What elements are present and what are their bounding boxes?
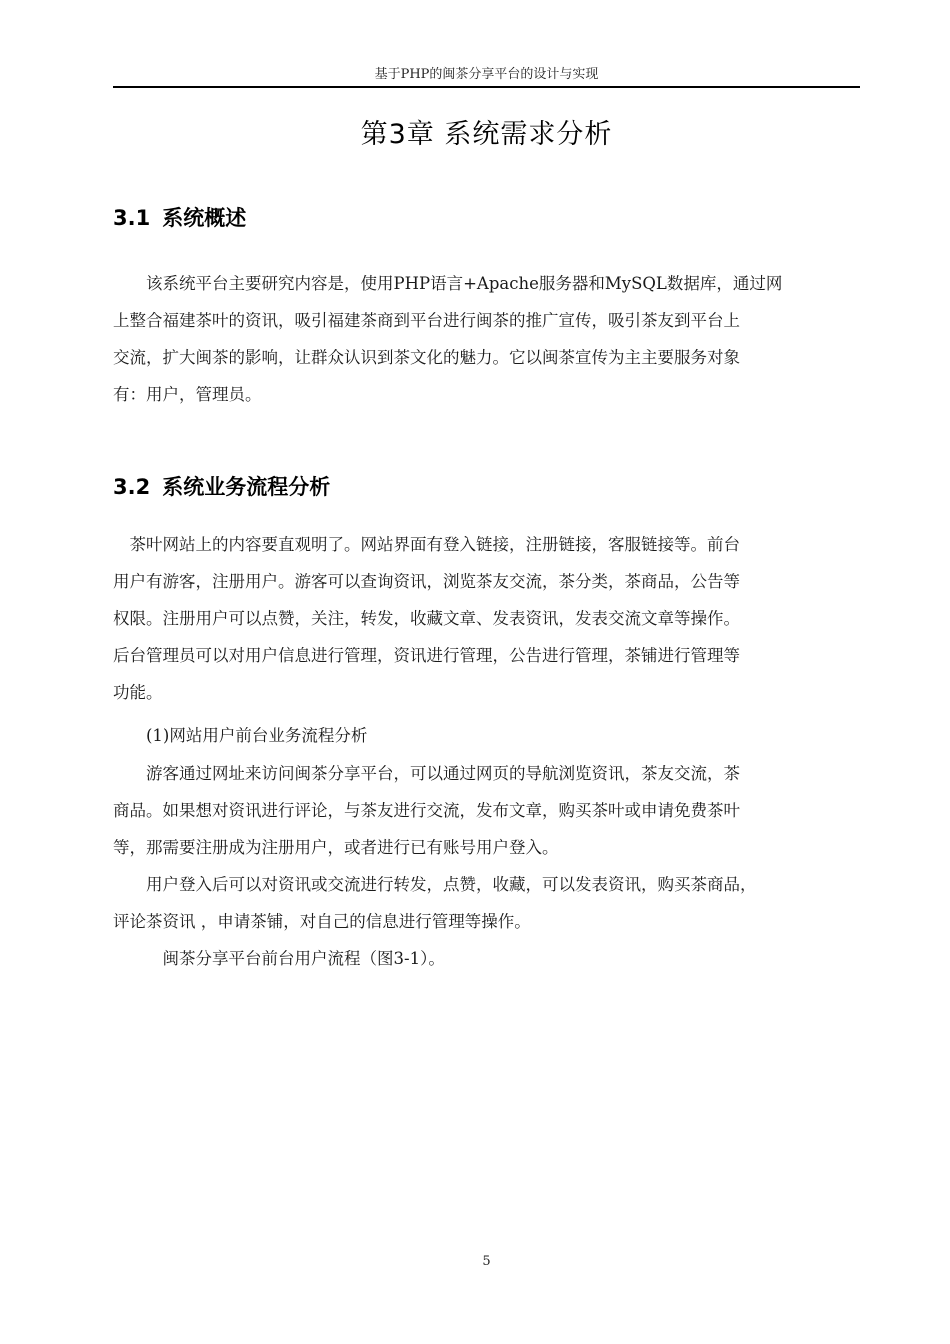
user-flow-paragraph (113, 866, 873, 940)
subsection-title: (1)网站用户前台业务流程分析 (113, 726, 368, 745)
section-number: 3.1 (113, 206, 151, 230)
section-heading-3-1 (113, 203, 246, 233)
section-title: 系统概述 (162, 206, 247, 230)
paragraph-line: 权限。注册用户可以点赞，关注，转发，收藏文章、发表资讯，发表交流文章等操作。 (113, 609, 740, 628)
section-number: 3.2 (113, 475, 151, 499)
paragraph-line: 评论茶资讯 ，申请茶铺，对自己的信息进行管理等操作。 (113, 912, 531, 931)
chapter-title: 第3章 系统需求分析 (360, 119, 613, 150)
guest-flow-paragraph (113, 755, 873, 866)
section-title: 系统业务流程分析 (162, 475, 331, 499)
subsection-heading (113, 717, 873, 754)
paragraph-line: 上整合福建茶叶的资讯，吸引福建茶商到平台进行闽茶的推广宣传，吸引茶友到平台上 (113, 311, 740, 330)
overview-paragraph (113, 265, 873, 413)
figure-reference (113, 940, 873, 977)
paragraph-line: 商品。如果想对资讯进行评论，与茶友进行交流，发布文章，购买茶叶或申请免费茶叶 (113, 801, 740, 820)
paragraph-line: 用户登入后可以对资讯或交流进行转发，点赞，收藏，可以发表资讯，购买茶商品， (113, 875, 757, 894)
running-header: 基于PHP的闽茶分享平台的设计与实现 (374, 67, 599, 82)
business-flow-paragraph (113, 526, 873, 711)
paragraph-line: 用户有游客，注册用户。游客可以查询资讯，浏览茶友交流，茶分类，茶商品，公告等 (113, 572, 740, 591)
paragraph-line: 等，那需要注册成为注册用户，或者进行已有账号用户登入。 (113, 838, 559, 857)
figure-reference-text: 闽茶分享平台前台用户流程（图3-1）。 (113, 949, 445, 968)
paragraph-line: 茶叶网站上的内容要直观明了。网站界面有登入链接，注册链接，客服链接等。前台 (113, 535, 740, 554)
section-heading-3-2 (113, 472, 330, 502)
paragraph-line: 交流，扩大闽茶的影响，让群众认识到茶文化的魅力。它以闽茶宣传为主主要服务对象 (113, 348, 740, 367)
header-rule (113, 86, 860, 88)
paragraph-line: 有：用户，管理员。 (113, 385, 262, 404)
paragraph-line: 功能。 (113, 683, 163, 702)
paragraph-line: 该系统平台主要研究内容是，使用PHP语言+Apache服务器和MySQL数据库，通过网 (113, 274, 783, 293)
paragraph-line: 后台管理员可以对用户信息进行管理，资讯进行管理，公告进行管理，茶铺进行管理等 (113, 646, 740, 665)
paragraph-line: 游客通过网址来访问闽茶分享平台，可以通过网页的导航浏览资讯，茶友交流，茶 (113, 764, 740, 783)
page-number: 5 (482, 1254, 491, 1269)
